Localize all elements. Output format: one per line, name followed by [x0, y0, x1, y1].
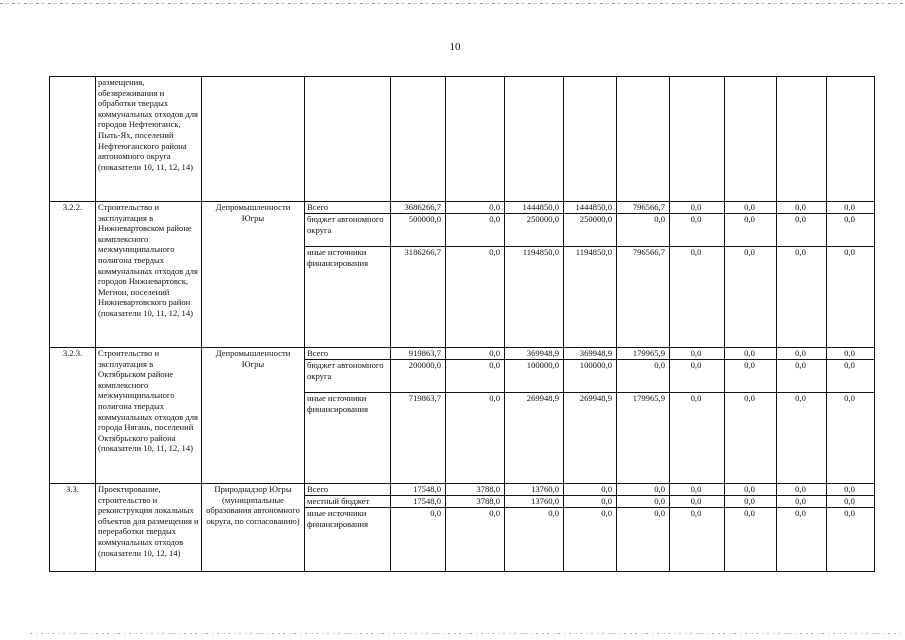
cell-value: 0,0	[827, 360, 875, 393]
cell-value: 0,0	[446, 214, 505, 247]
cell-value: 0,0	[446, 247, 505, 348]
cell-value: 0,0	[446, 393, 505, 484]
cell-value: 0,0	[827, 508, 875, 572]
table-row	[50, 484, 875, 496]
cell-value: 0,0	[777, 348, 827, 360]
cell-value: 13760,0	[505, 496, 564, 508]
page-number: 10	[449, 41, 461, 53]
event-text: размещения, обезвреживания и обработки твердых коммунальных отходов для городов Нефтеюганск, Пыть-Ях, поселений Нефтеюганского района автономного округа (показатели 10, 11, 12, 14)	[98, 77, 199, 172]
cell-value: 250000,0	[564, 214, 617, 247]
cell-value: 250000,0	[505, 214, 564, 247]
cell-value	[670, 77, 725, 202]
cell-value: 0,0	[446, 202, 505, 214]
cell-value: 0,0	[827, 348, 875, 360]
cell-value: 0,0	[617, 496, 670, 508]
cell-event: Строительство и эксплуатация в Октябрьском районе комплексного межмуниципального полигона твердых коммунальных отходов для города Нягань, поселений Октябрьского района (показатели 10, 11, 12, 14)	[96, 348, 202, 484]
cell-value: 0,0	[725, 202, 777, 214]
cell-value: 0,0	[725, 360, 777, 393]
cell-value: 3686266,7	[391, 202, 446, 214]
cell-source: местный бюджет	[305, 496, 391, 508]
cell-number: 3.2.2.	[50, 202, 96, 348]
scan-artifact-top	[0, 3, 905, 4]
table-row-continuation	[50, 77, 875, 202]
cell-value: 0,0	[670, 214, 725, 247]
cell-value: 100000,0	[564, 360, 617, 393]
cell-value: 0,0	[617, 214, 670, 247]
cell-value: 369948,9	[505, 348, 564, 360]
cell-value: 0,0	[777, 496, 827, 508]
cell-value	[505, 77, 564, 202]
cell-value: 1444850,0	[564, 202, 617, 214]
cell-value: 3788,0	[446, 496, 505, 508]
cell-source: бюджет автономного округа	[305, 214, 391, 247]
cell-source: иные источники финансирования	[305, 247, 391, 348]
cell-value: 719863,7	[391, 393, 446, 484]
cell-value: 0,0	[725, 508, 777, 572]
cell-value: 0,0	[725, 393, 777, 484]
cell-value: 0,0	[670, 202, 725, 214]
cell-value: 0,0	[564, 508, 617, 572]
cell-source: Всего	[305, 202, 391, 214]
cell-value: 13760,0	[505, 484, 564, 496]
cell-value: 0,0	[670, 484, 725, 496]
cell-executor: Природнадзор Югры (муниципальные образования автономного округа, по согласованию)	[202, 484, 305, 572]
cell-value: 0,0	[670, 360, 725, 393]
cell-value: 0,0	[777, 484, 827, 496]
cell-event: Проектирование, строительство и реконструкция локальных объектов для размещения и переработки твердых коммунальных отходов (показатели 10, 12, 14)	[96, 484, 202, 572]
cell-value: 0,0	[725, 348, 777, 360]
cell-source: иные источники финансирования	[305, 508, 391, 572]
cell-source	[305, 77, 391, 202]
cell-value: 100000,0	[505, 360, 564, 393]
cell-value	[827, 77, 875, 202]
cell-value: 0,0	[617, 360, 670, 393]
cell-value: 0,0	[505, 508, 564, 572]
cell-value: 1444850,0	[505, 202, 564, 214]
cell-value: 0,0	[777, 393, 827, 484]
cell-value: 0,0	[617, 484, 670, 496]
cell-value: 0,0	[827, 214, 875, 247]
cell-value: 0,0	[777, 202, 827, 214]
cell-value: 500000,0	[391, 214, 446, 247]
cell-source: иные источники финансирования	[305, 393, 391, 484]
cell-value: 0,0	[446, 360, 505, 393]
cell-value: 0,0	[446, 348, 505, 360]
cell-event	[96, 77, 202, 202]
table-row	[50, 202, 875, 214]
cell-value: 0,0	[670, 348, 725, 360]
cell-value: 0,0	[391, 508, 446, 572]
cell-value: 269948,9	[564, 393, 617, 484]
cell-source: бюджет автономного округа	[305, 360, 391, 393]
cell-value: 0,0	[827, 393, 875, 484]
cell-value: 1194850,0	[505, 247, 564, 348]
cell-value: 919863,7	[391, 348, 446, 360]
cell-value	[391, 77, 446, 202]
cell-value: 0,0	[670, 393, 725, 484]
cell-value: 269948,9	[505, 393, 564, 484]
cell-value: 0,0	[670, 247, 725, 348]
scan-artifact-bottom	[30, 633, 900, 634]
cell-value: 0,0	[564, 484, 617, 496]
cell-value: 0,0	[777, 508, 827, 572]
cell-value: 0,0	[725, 484, 777, 496]
cell-value: 179965,9	[617, 348, 670, 360]
cell-value: 200000,0	[391, 360, 446, 393]
cell-number: 3.3.	[50, 484, 96, 572]
cell-value: 1194850,0	[564, 247, 617, 348]
cell-value: 796566,7	[617, 202, 670, 214]
cell-value	[777, 77, 827, 202]
cell-value	[564, 77, 617, 202]
cell-value: 796566,7	[617, 247, 670, 348]
cell-value: 0,0	[670, 508, 725, 572]
cell-value: 0,0	[827, 484, 875, 496]
cell-value: 0,0	[827, 496, 875, 508]
cell-executor: Депромышленности Югры	[202, 202, 305, 348]
cell-number	[50, 77, 96, 202]
cell-event: Строительство и эксплуатация в Нижневартовском районе комплексного межмуниципального полигона твердых коммунальных отходов для городов Нижневартовск, Мегион, поселений Нижневартовского район (показатели 10, 11, 12, 14)	[96, 202, 202, 348]
cell-value: 3186266,7	[391, 247, 446, 348]
cell-number: 3.2.3.	[50, 348, 96, 484]
table-row	[50, 348, 875, 360]
cell-value: 3788,0	[446, 484, 505, 496]
cell-value: 0,0	[827, 202, 875, 214]
cell-value: 17548,0	[391, 496, 446, 508]
cell-value	[446, 77, 505, 202]
cell-value	[725, 77, 777, 202]
cell-value: 0,0	[725, 247, 777, 348]
cell-value: 0,0	[446, 508, 505, 572]
cell-source: Всего	[305, 484, 391, 496]
cell-value: 0,0	[827, 247, 875, 348]
cell-value: 0,0	[725, 214, 777, 247]
cell-value: 0,0	[725, 496, 777, 508]
cell-value: 0,0	[777, 214, 827, 247]
cell-value	[617, 77, 670, 202]
cell-source: Всего	[305, 348, 391, 360]
cell-value: 0,0	[617, 508, 670, 572]
cell-executor: Депромышленности Югры	[202, 348, 305, 484]
cell-value: 0,0	[777, 247, 827, 348]
cell-executor	[202, 77, 305, 202]
program-events-table	[49, 76, 875, 572]
cell-value: 369948,9	[564, 348, 617, 360]
cell-value: 0,0	[777, 360, 827, 393]
cell-value: 179965,9	[617, 393, 670, 484]
cell-value: 0,0	[670, 496, 725, 508]
cell-value: 17548,0	[391, 484, 446, 496]
cell-value: 0,0	[564, 496, 617, 508]
table-body	[50, 77, 875, 572]
